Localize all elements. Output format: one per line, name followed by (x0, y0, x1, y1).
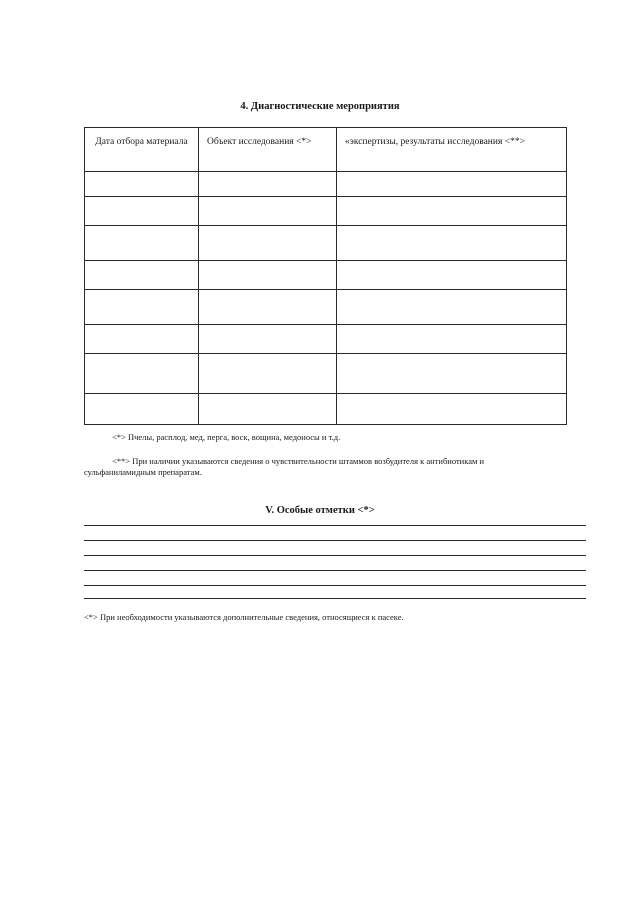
table-row (85, 354, 567, 394)
diagnostics-table (84, 127, 567, 425)
table-cell (199, 261, 337, 290)
table-row (85, 325, 567, 354)
table-cell (337, 290, 567, 325)
table-cell (337, 325, 567, 354)
table-cell (337, 261, 567, 290)
table-cell (337, 172, 567, 197)
table-cell (85, 172, 199, 197)
table-row (85, 172, 567, 197)
column-header-results: «экспертизы, результаты исследования <**> (337, 128, 567, 172)
table-cell (337, 197, 567, 226)
section-title-special-notes: V. Особые отметки <*> (265, 505, 375, 516)
column-header-date: Дата отбора материала (85, 128, 199, 172)
table-cell (199, 197, 337, 226)
section-title-diagnostics: 4. Диагностические мероприятия (240, 101, 400, 112)
table-header-row (85, 128, 567, 172)
writing-line (84, 570, 586, 571)
table-cell (85, 354, 199, 394)
table-cell (337, 354, 567, 394)
table-row (85, 290, 567, 325)
table-cell (199, 325, 337, 354)
writing-line (84, 525, 586, 526)
table-row (85, 261, 567, 290)
table-row (85, 394, 567, 425)
writing-line (84, 540, 586, 541)
table-cell (199, 394, 337, 425)
writing-line (84, 555, 586, 556)
table-cell (85, 226, 199, 261)
table-row (85, 197, 567, 226)
table-cell (199, 172, 337, 197)
table-cell (199, 290, 337, 325)
writing-line (84, 585, 586, 586)
table-cell (199, 354, 337, 394)
table-cell (337, 226, 567, 261)
column-header-object: Объект исследования <*> (199, 128, 337, 172)
table-cell (85, 325, 199, 354)
table-cell (199, 226, 337, 261)
table-cell (85, 197, 199, 226)
footnote-objects: <*> Пчелы, расплод, мед, перга, воск, вощина, медоносы и т.д. (112, 432, 341, 442)
footnote-sensitivity: <**> При наличии указываются сведения о чувствительности штаммов возбудителя к антибиотикам и сульфаниламидным препаратам. (84, 456, 485, 477)
footnote-special-notes: <*> При необходимости указываются дополнительные сведения, относящиеся к пасеке. (84, 612, 404, 622)
table-cell (85, 394, 199, 425)
table-cell (85, 290, 199, 325)
table-cell (337, 394, 567, 425)
table-cell (85, 261, 199, 290)
writing-line (84, 598, 586, 599)
table-row (85, 226, 567, 261)
